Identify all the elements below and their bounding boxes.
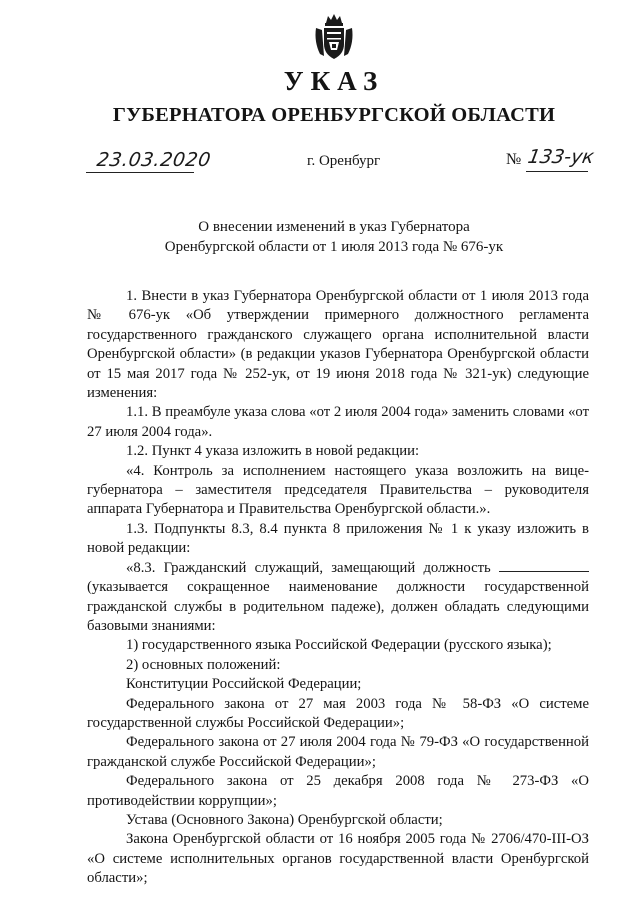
date-underline [86, 172, 194, 173]
decree-subject-line-1: О внесении изменений в указ Губернатора [198, 219, 470, 235]
decree-city: г. Оренбург [307, 153, 381, 169]
paragraph-8-3-rest: (указывается сокращенное наименование должности государственной гражданской службы в родительном падеже), должен обладать следующими базовыми знаниями: [87, 579, 589, 634]
law-constitution: Конституции Российской Федерации; [126, 676, 362, 693]
number-underline [526, 171, 588, 172]
decree-subject-line-2: Оренбургской области от 1 июля 2013 года № 676-ук [164, 239, 504, 255]
knowledge-item-1: 1) государственного языка Российской Федерации (русского языка); [126, 637, 552, 654]
paragraph-clause-4: «4. Контроль за исполнением настоящего указа возложить на вице-губернатора – заместителя председателя Правительства – руководителя аппарата Губернатора и Правительства Оренбургской области.». [87, 462, 589, 518]
decree-number-label: № [506, 151, 522, 168]
decree-body [87, 287, 589, 889]
knowledge-item-2: 2) основных положений: [126, 656, 281, 673]
decree-date: 23.03.2020 [95, 149, 213, 171]
paragraph-8-3 [87, 559, 589, 637]
paragraph-1-3: 1.3. Подпункты 8.3, 8.4 пункта 8 приложения № 1 к указу изложить в новой редакции: [87, 520, 589, 557]
law-79-fz: Федерального закона от 27 июля 2004 года № 79-ФЗ «О государственной гражданской службе Российской Федерации»; [87, 734, 589, 770]
law-58-fz: Федерального закона от 27 мая 2003 года № 58-ФЗ «О системе государственной службы Российской Федерации»; [87, 695, 589, 731]
coat-of-arms-icon [314, 14, 354, 60]
law-regional-2706: Закона Оренбургской области от 16 ноября 2005 года № 2706/470-III-ОЗ «О системе исполнительных органов государственной власти Оренбургской области»; [87, 831, 589, 887]
paragraph-1-1: 1.1. В преамбуле указа слова «от 2 июля 2004 года» заменить словами «от 27 июля 2004 года». [87, 404, 589, 440]
decree-number: 133-ук [526, 146, 596, 168]
document-issuer: ГУБЕРНАТОРА ОРЕНБУРГСКОЙ ОБЛАСТИ [112, 104, 556, 126]
law-regional-charter: Устава (Основного Закона) Оренбургской области; [126, 811, 443, 828]
paragraph-8-3-start: «8.3. Гражданский служащий, замещающий должность [126, 559, 491, 576]
paragraph-1-2: 1.2. Пункт 4 указа изложить в новой редакции: [126, 443, 420, 460]
paragraph-1: 1. Внести в указ Губернатора Оренбургской области от 1 июля 2013 года № 676-ук «Об утверждении примерного должностного регламента государственного гражданского служащего органа исполнительной власти Оренбургской области» (в редакции указов Губернатора Оренбургской области от 15 мая 2017 года № 252-ук, от 19 июня 2018 года № 321-ук) следующие изменения: [87, 288, 589, 402]
position-blank-line [499, 559, 589, 572]
law-273-fz: Федерального закона от 25 декабря 2008 года № 273-ФЗ «О противодействии коррупции»; [87, 773, 589, 809]
document-title: УКАЗ [283, 66, 385, 96]
